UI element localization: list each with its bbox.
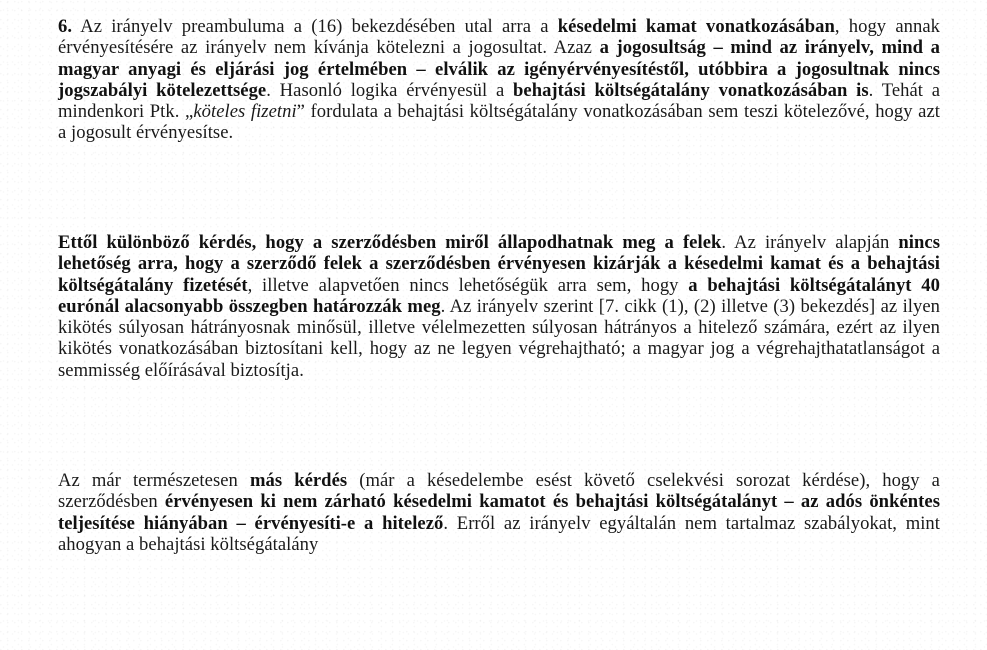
bold-text: érvényesen ki nem zárható késedelmi kamatot és behajtási költségátalányt – az adós önkéntes teljesítése hiányában – érvényesíti-e a hitelező — [58, 491, 940, 534]
body-text: Az már természetesen — [58, 470, 250, 491]
body-text: (már a késedelembe esést követő cselekvési sorozat kérdése), hogy a szerződésben — [58, 470, 940, 513]
body-text: Az irányelv preambuluma a (16) bekezdésében utal arra a — [72, 16, 558, 37]
bold-text: a behajtási költségátalányt 40 eurónál alacsonyabb összegben határozzák meg — [58, 274, 940, 317]
body-text: . Erről az irányelv egyáltalán nem tartalmaz szabályokat, mint ahogyan a behajtási költségátalány — [58, 512, 940, 555]
body-text: . Tehát a mindenkori Ptk. „ — [58, 79, 941, 123]
bold-text: nincs lehetőség arra, hogy a szerződő felek a szerződésben érvényesen kizárják a késedelmi kamat és a behajtási költségátalány fizetését — [58, 232, 940, 296]
italic-text: köteles fizetni — [193, 101, 297, 123]
bold-text: más kérdés — [249, 470, 348, 491]
paragraph-1 — [58, 16, 940, 144]
body-text: , illetve alapvetően nincs lehetőségük arra sem, hogy — [247, 274, 689, 296]
body-text: . Az irányelv alapján — [721, 232, 899, 253]
body-text: . Hasonló logika érvényesül a — [266, 79, 513, 101]
bold-text: késedelmi kamat vonatkozásában — [557, 16, 835, 37]
bold-text: Ettől különböző kérdés, hogy a szerződésben miről állapodhatnak meg a felek — [58, 232, 722, 253]
bold-text: 6. — [58, 16, 73, 37]
paragraph-3 — [58, 470, 940, 555]
paragraph-2 — [58, 232, 940, 381]
bold-text: a jogosultság – mind az irányelv, mind a magyar anyagi és eljárási jog értelmében – elválik az igényérvényesítéstől, utóbbira a jogosultnak nincs jogszabályi kötelezettsége — [58, 37, 940, 101]
body-text: ” fordulata a behajtási költségátalány vonatkozásában sem teszi kötelezővé, hogy azt a jogosult érvényesítse. — [58, 101, 940, 144]
body-text: , hogy annak érvényesítésére az irányelv nem kívánja kötelezni a jogosultat. Azaz — [58, 16, 940, 59]
body-text: . Az irányelv szerint [7. cikk (1), (2) illetve (3) bekezdés] az ilyen kikötés súlyosan hátrányosnak minősül, illetve vélelmezetten súlyosan hátrányos a hitelező számára, ezért az ilyen kikötés vonatkozásában biztosítani kell, hogy az ne legyen végrehajtható; a magyar jog a végrehajthatatlanságot a semmisség előírásával biztosítja. — [58, 295, 940, 381]
bold-text: behajtási költségátalány vonatkozásában is — [513, 79, 869, 101]
